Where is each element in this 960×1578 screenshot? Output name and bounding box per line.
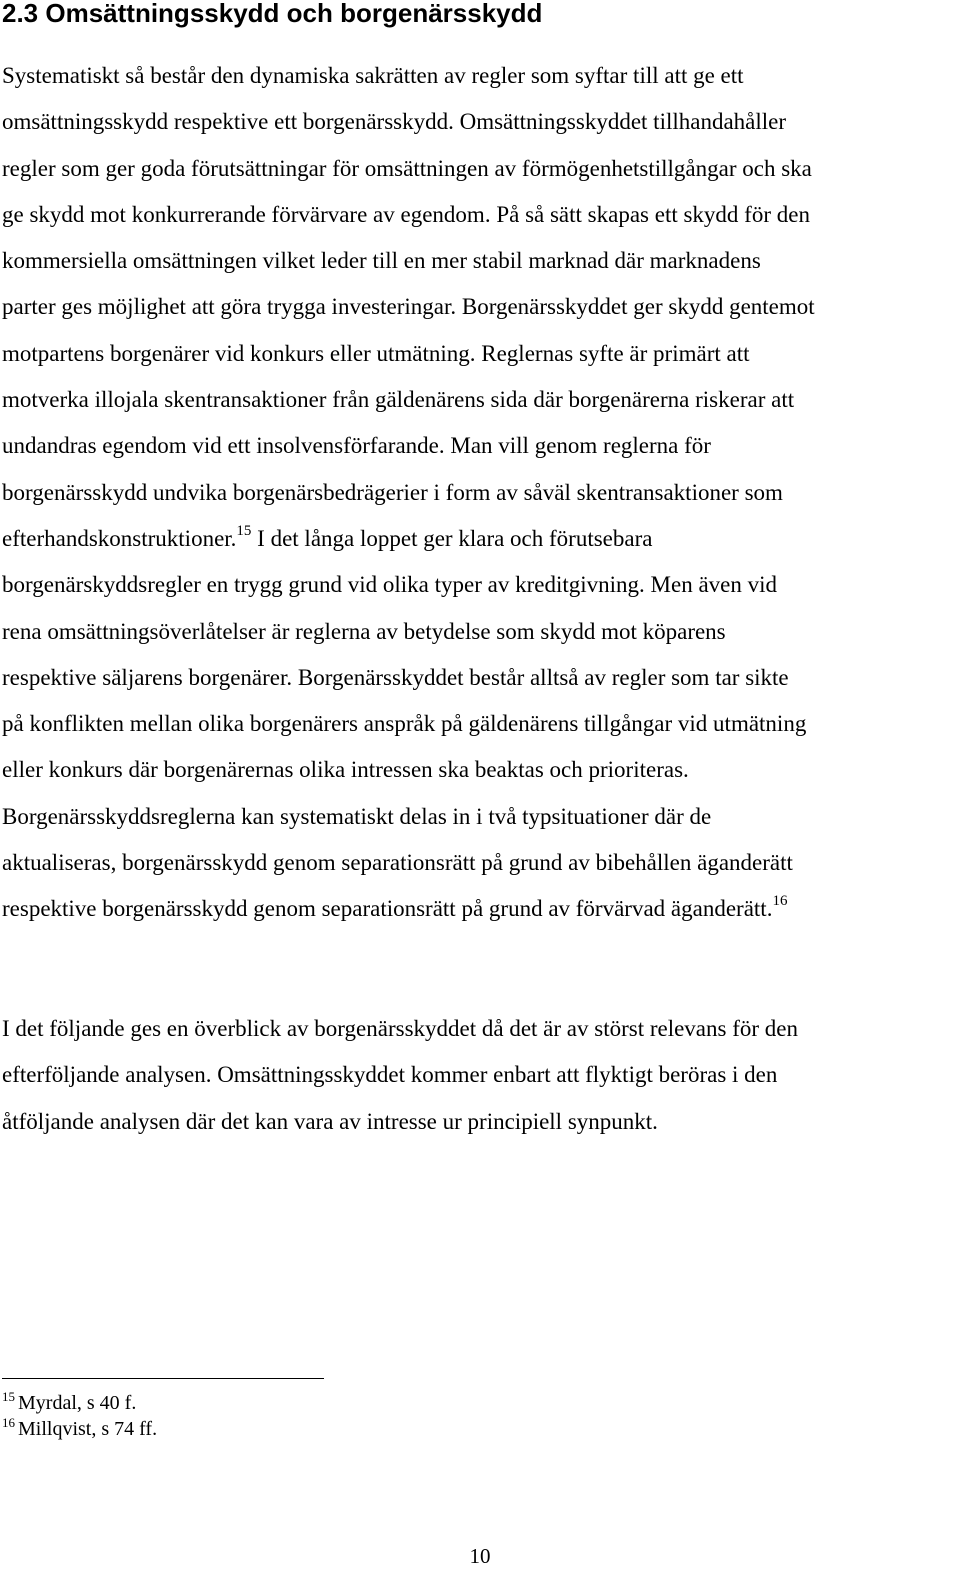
text-line: motpartens borgenärer vid konkurs eller utmätning. Reglernas syfte är primärt att — [2, 340, 750, 366]
text-line: aktualiseras, borgenärsskydd genom separationsrätt på grund av bibehållen äganderätt — [2, 850, 793, 876]
text-line: regler som ger goda förutsättningar för omsättningen av förmögenhetstillgångar och ska — [2, 155, 812, 181]
footnote-reference: 15 — [236, 522, 252, 539]
text-line: åtföljande analysen där det kan vara av intresse ur principiell synpunkt. — [2, 1108, 658, 1134]
footnote — [2, 1391, 136, 1415]
text-line — [2, 886, 960, 932]
text-line: rena omsättningsöverlåtelser är reglerna av betydelse som skydd mot köparens — [2, 618, 726, 644]
text-line — [2, 516, 960, 562]
footnote-text: Millqvist, s 74 ff. — [18, 1418, 158, 1440]
text-line: borgenärsskydd undvika borgenärsbedrägerier i form av såväl skentransaktioner som — [2, 479, 783, 505]
footnote-separator — [2, 1378, 324, 1379]
text-line: Borgenärsskyddsreglerna kan systematiskt delas in i två typsituationer där de — [2, 803, 712, 829]
page-number: 10 — [469, 1544, 491, 1568]
text-line: undandras egendom vid ett insolvensförfarande. Man vill genom reglerna för — [2, 433, 711, 459]
body-paragraph — [2, 53, 960, 933]
text-line: kommersiella omsättningen vilket leder till en mer stabil marknad där marknadens — [2, 248, 761, 274]
body-paragraph — [2, 1006, 960, 1145]
text-line: Systematiskt så består den dynamiska sakrätten av regler som syftar till att ge ett — [2, 63, 744, 88]
footnote-number: 16 — [2, 1415, 15, 1430]
text-line: borgenärskyddsregler en trygg grund vid olika typer av kreditgivning. Men även vid — [2, 572, 778, 598]
footnote-reference: 16 — [772, 893, 788, 910]
footnote — [2, 1417, 157, 1441]
text-line: omsättningsskydd respektive ett borgenärsskydd. Omsättningsskyddet tillhandahåller — [2, 109, 787, 135]
text-line: eller konkurs där borgenärernas olika intressen ska beaktas och prioriteras. — [2, 757, 689, 783]
text-line: motverka illojala skentransaktioner från gäldenärens sida där borgenärerna riskerar att — [2, 387, 795, 413]
text-line: på konflikten mellan olika borgenärers anspråk på gäldenärens tillgångar vid utmätning — [2, 711, 807, 737]
section-heading: 2.3 Omsättningsskydd och borgenärsskydd — [2, 0, 543, 28]
text-line: ge skydd mot konkurrerande förvärvare av egendom. På så sätt skapas ett skydd för den — [2, 201, 810, 227]
footnote-number: 15 — [2, 1389, 15, 1404]
text-line: efterföljande analysen. Omsättningsskyddet kommer enbart att flyktigt beröras i den — [2, 1062, 778, 1088]
text-line: I det följande ges en överblick av borgenärsskyddet då det är av störst relevans för den — [2, 1016, 798, 1041]
footnote-text: Myrdal, s 40 f. — [18, 1392, 137, 1414]
text-line: respektive säljarens borgenärer. Borgenärsskyddet består alltså av regler som tar sikte — [2, 664, 789, 690]
text-segment: efterhandskonstruktioner. — [2, 525, 237, 551]
text-segment: respektive borgenärsskydd genom separationsrätt på grund av förvärvad äganderätt. — [2, 896, 773, 922]
text-segment: I det långa loppet ger klara och förutsebara — [251, 525, 653, 551]
text-line: parter ges möjlighet att göra trygga investeringar. Borgenärsskyddet ger skydd gentemot — [2, 294, 815, 320]
